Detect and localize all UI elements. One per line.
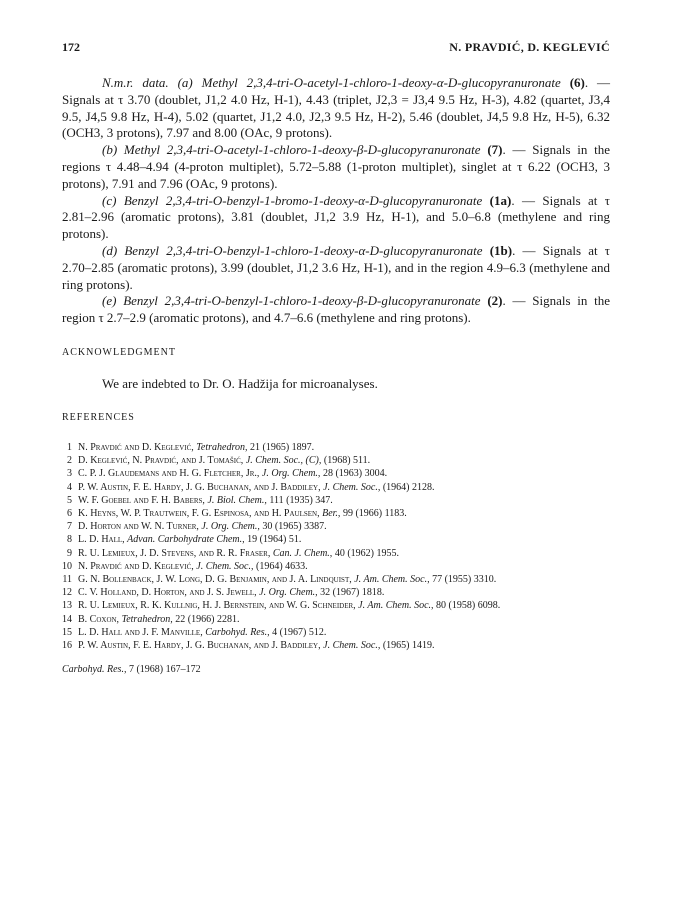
reference-text [78, 639, 610, 652]
reference-authors: K. Heyns, W. P. Trautwein, F. G. Espinosa, and H. Paulsen, [78, 507, 320, 519]
running-authors: N. PRAVDIĆ, D. KEGLEVIĆ [449, 40, 610, 54]
reference-journal: J. Chem. Soc., [196, 560, 254, 572]
compound-name: Benzyl 2,3,4-tri-O-benzyl-1-chloro-1-deoxy-α-D-glucopyranuronate [124, 242, 483, 258]
reference-item [62, 454, 610, 467]
reference-text [78, 599, 610, 612]
reference-details: (1965) 1419. [382, 640, 435, 651]
reference-item [62, 481, 610, 494]
reference-text [78, 441, 610, 454]
reference-details: 21 (1965) 1897. [249, 441, 315, 453]
item-label: (e) [102, 293, 117, 309]
reference-journal: Tetrahedron, [121, 613, 173, 625]
reference-authors: L. D. Hall, [78, 534, 125, 546]
compound-number: (1b) [489, 242, 513, 258]
reference-authors: G. N. Bollenback, J. W. Long, D. G. Benjamin, and J. A. Lindquist, [78, 573, 352, 585]
reference-item [62, 507, 610, 520]
reference-journal: Ber., [322, 507, 341, 519]
reference-details: 80 (1958) 6098. [436, 600, 501, 612]
reference-text [78, 560, 610, 573]
reference-item [62, 586, 610, 599]
reference-number: 6 [67, 507, 72, 519]
acknowledgment-heading: ACKNOWLEDGMENT [62, 346, 176, 358]
reference-item [62, 613, 610, 626]
journal-footer [62, 664, 610, 675]
compound-name: Benzyl 2,3,4-tri-O-benzyl-1-chloro-1-deoxy-β-D-glucopyranuronate [123, 293, 481, 309]
reference-text [78, 626, 610, 639]
nmr-text: . — Signals at τ 2.70–2.85 (aromatic protons), 3.99 (doublet, J1,2 3.6 Hz, H-1), and in the region 4.9–6.3 (methylene and ring protons). [62, 242, 610, 292]
compound-number: (2) [487, 293, 503, 309]
compound-number: (1a) [489, 192, 512, 208]
reference-number: 16 [62, 640, 72, 651]
reference-authors: W. F. Goebel and F. H. Babers, [78, 494, 205, 506]
reference-item [62, 533, 610, 546]
nmr-paragraph-d [62, 243, 610, 293]
reference-authors: N. Pravdić and D. Keglević, [78, 441, 194, 453]
reference-text [78, 520, 610, 533]
reference-item [62, 639, 610, 652]
reference-text [78, 547, 610, 560]
compound-number: (7) [487, 142, 503, 158]
reference-authors: R. U. Lemieux, J. D. Stevens, and R. R. Fraser, [78, 547, 271, 559]
reference-number: 9 [67, 547, 72, 559]
reference-item [62, 547, 610, 560]
reference-text [78, 481, 610, 494]
nmr-paragraph-c [62, 193, 610, 243]
footer-journal: Carbohyd. Res., [62, 664, 127, 676]
acknowledgment-text: We are indebted to Dr. O. Hadžija for microanalyses. [102, 375, 378, 391]
reference-number: 5 [67, 494, 72, 506]
item-label: (c) [102, 192, 117, 208]
nmr-paragraph-a [62, 75, 610, 142]
reference-authors: C. V. Holland, D. Horton, and J. S. Jewell, [78, 587, 257, 599]
reference-item [62, 573, 610, 586]
reference-authors: D. Keglević, N. Pravdić, and J. Tomašić, [78, 455, 244, 467]
nmr-text: . — Signals in the regions τ 4.48–4.94 (4-proton multiplet), 5.72–5.88 (1-proton multiplet), singlet at τ 6.22 (OCH3, 3 protons), 7.91 and 7.96 (OAc, 9 protons). [62, 142, 611, 191]
reference-text [78, 467, 610, 480]
compound-name: Benzyl 2,3,4-tri-O-benzyl-1-bromo-1-deoxy-α-D-glucopyranuronate [123, 192, 483, 208]
reference-item [62, 520, 610, 533]
nmr-intro: N.m.r. data. [102, 75, 169, 90]
reference-details: 22 (1966) 2281. [175, 613, 240, 625]
nmr-data-section [62, 75, 610, 327]
reference-text [78, 586, 610, 599]
reference-details: 99 (1966) 1183. [342, 507, 407, 519]
reference-number: 3 [67, 468, 72, 480]
references-list [62, 441, 610, 652]
reference-item [62, 441, 610, 454]
reference-number: 11 [62, 573, 72, 585]
item-label: (a) [177, 75, 193, 90]
nmr-text: . — Signals at τ 2.81–2.96 (aromatic protons), 3.81 (doublet, J1,2 3.9 Hz, H-1), and 5.0–6.8 (methylene and ring protons). [62, 192, 611, 242]
reference-journal: Can. J. Chem., [272, 547, 333, 559]
reference-journal: J. Org. Chem., [201, 521, 260, 533]
reference-number: 2 [67, 455, 72, 467]
compound-number: (6) [569, 75, 585, 90]
reference-details: 4 (1967) 512. [272, 626, 327, 638]
reference-journal: J. Chem. Soc., [323, 640, 381, 651]
nmr-paragraph-e [62, 293, 610, 327]
reference-journal: J. Am. Chem. Soc., [354, 573, 430, 585]
running-header [62, 40, 610, 55]
reference-text [78, 613, 610, 626]
reference-details: 111 (1935) 347. [269, 494, 333, 506]
reference-text [78, 573, 610, 586]
reference-details: (1964) 2128. [382, 481, 435, 493]
reference-authors: P. W. Austin, F. E. Hardy, J. G. Buchanan, and J. Baddiley, [78, 640, 321, 651]
reference-number: 10 [62, 560, 72, 572]
reference-details: (1964) 4633. [255, 560, 308, 572]
nmr-text: . — Signals at τ 3.70 (doublet, J1,2 4.0 Hz, H-1), 4.43 (triplet, J2,3 = J3,4 9.5 Hz, H-3), 4.82 (quartet, J3,4 9.5, J4,5 9.8 Hz, H-4), 5.02 (quartet, J1,2 4.0, J2,3 9.5 Hz, H-2), 5.46 (doublet, J4,5 9.8 Hz, H-5), 6.32 (OCH3, 3 protons), 7.97 and 8.00 (OAc, 9 protons). [62, 75, 611, 141]
reference-text [78, 507, 610, 520]
reference-number: 7 [67, 521, 72, 533]
reference-authors: B. Coxon, [78, 613, 120, 625]
reference-text [78, 454, 610, 467]
reference-item [62, 494, 610, 507]
reference-authors: R. U. Lemieux, R. K. Kullnig, H. J. Bernstein, and W. G. Schneider, [78, 600, 356, 612]
references-heading: REFERENCES [62, 411, 135, 423]
nmr-text: . — Signals in the region τ 2.7–2.9 (aromatic protons), and 4.7–6.6 (methylene and ring protons). [62, 293, 610, 326]
reference-journal: J. Org. Chem., [259, 587, 318, 599]
compound-name: Methyl 2,3,4-tri-O-acetyl-1-chloro-1-deoxy-α-D-glucopyranuronate [201, 75, 561, 90]
reference-number: 14 [62, 613, 72, 625]
reference-journal: J. Org. Chem., [261, 468, 321, 480]
reference-details: 40 (1962) 1955. [334, 547, 399, 559]
reference-details: 32 (1967) 1818. [320, 587, 385, 599]
reference-authors: N. Pravdić and D. Keglević, [78, 560, 194, 572]
reference-journal: Carbohyd. Res., [205, 626, 270, 638]
item-label: (b) [102, 142, 118, 158]
nmr-paragraph-b [62, 142, 610, 192]
reference-text [78, 533, 610, 546]
reference-details: 30 (1965) 3387. [262, 521, 327, 533]
reference-authors: C. P. J. Glaudemans and H. G. Fletcher, Jr., [78, 468, 260, 480]
reference-number: 15 [62, 626, 72, 638]
reference-authors: P. W. Austin, F. E. Hardy, J. G. Buchanan, and J. Baddiley, [78, 481, 321, 493]
footer-citation: 7 (1968) 167–172 [128, 664, 201, 676]
reference-text [78, 494, 610, 507]
reference-number: 4 [67, 481, 72, 493]
reference-details: 28 (1963) 3004. [322, 468, 388, 480]
reference-journal: Tetrahedron, [196, 441, 248, 453]
reference-number: 12 [62, 587, 72, 599]
reference-item [62, 626, 610, 639]
reference-number: 8 [67, 534, 72, 546]
reference-item [62, 467, 610, 480]
reference-authors: D. Horton and W. N. Turner, [78, 521, 199, 533]
page-number: 172 [62, 40, 80, 54]
item-label: (d) [102, 242, 118, 258]
reference-journal: Advan. Carbohydrate Chem., [127, 534, 245, 546]
reference-details: 19 (1964) 51. [247, 534, 302, 546]
reference-details: 77 (1955) 3310. [432, 573, 497, 585]
page [62, 40, 610, 675]
reference-item [62, 560, 610, 573]
reference-journal: J. Chem. Soc., (C), [245, 455, 322, 467]
reference-details: (1968) 511. [323, 455, 371, 467]
reference-journal: J. Biol. Chem., [207, 494, 267, 506]
reference-number: 13 [62, 600, 72, 612]
reference-journal: J. Chem. Soc., [323, 481, 381, 493]
reference-item [62, 599, 610, 612]
reference-number: 1 [67, 441, 72, 453]
reference-authors: L. D. Hall and J. F. Manville, [78, 626, 203, 638]
reference-journal: J. Am. Chem. Soc., [358, 600, 434, 612]
compound-name: Methyl 2,3,4-tri-O-acetyl-1-chloro-1-deoxy-β-D-glucopyranuronate [123, 142, 481, 158]
